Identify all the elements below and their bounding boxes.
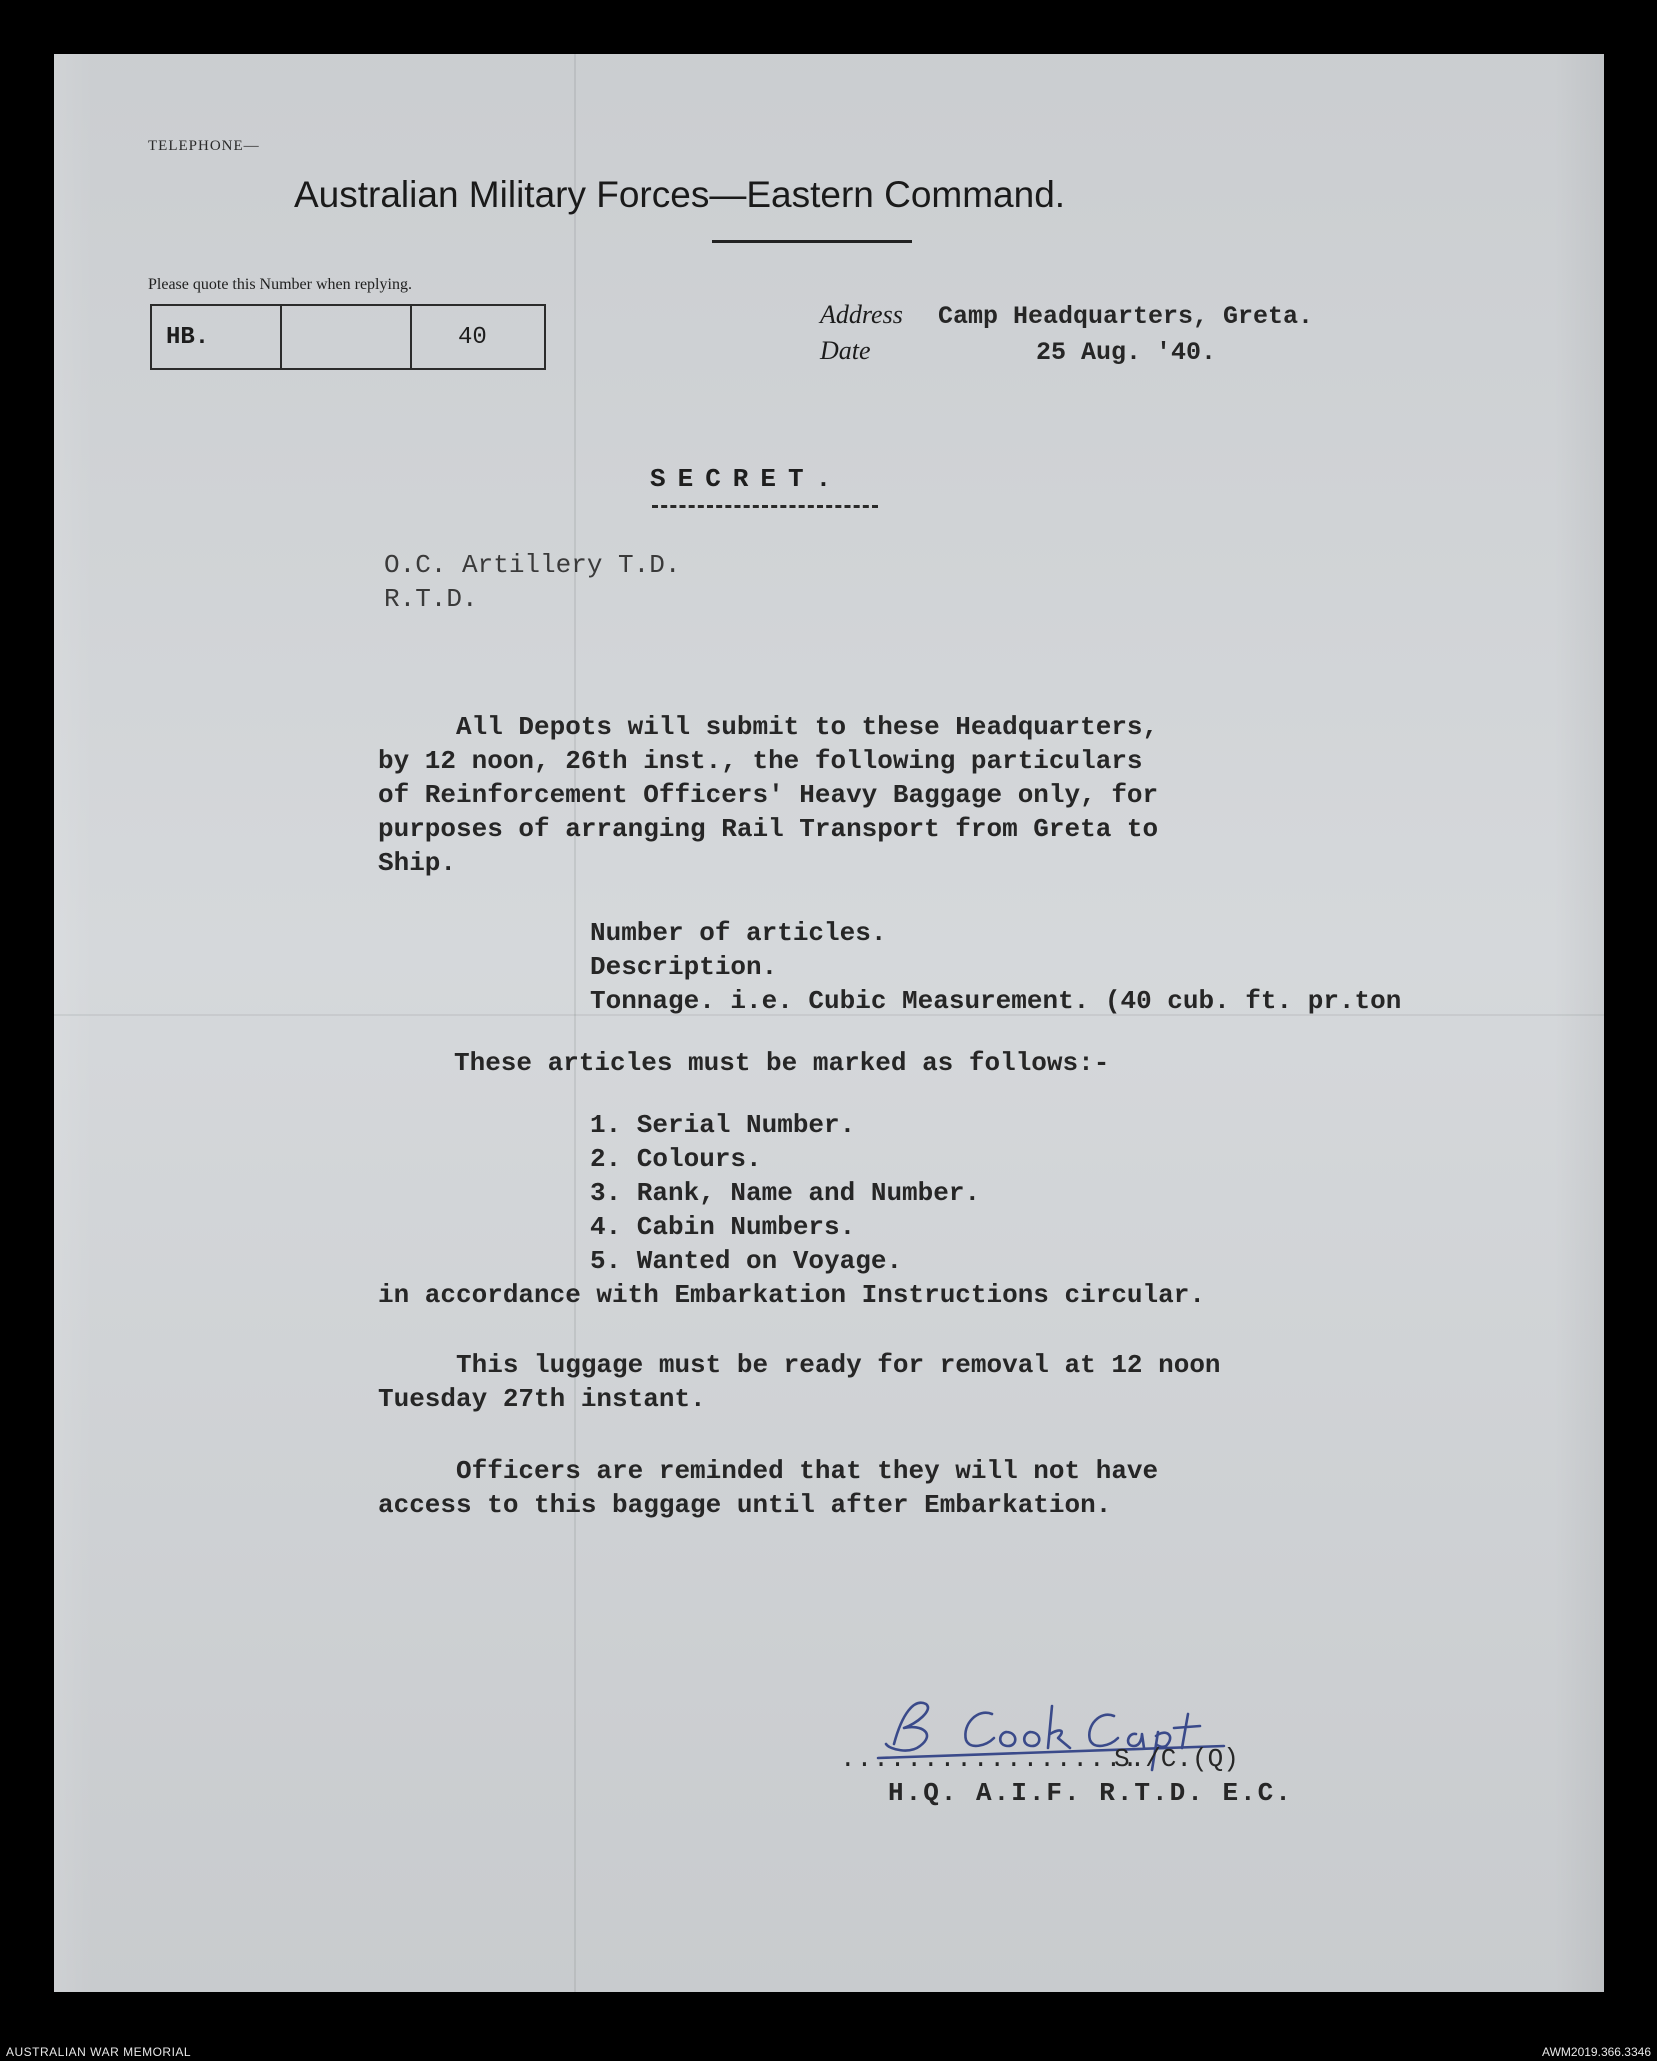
date-label: Date [820, 336, 871, 365]
date-value: 25 Aug. '40. [1036, 338, 1217, 367]
signatory-role: S./C.(Q) [1114, 1744, 1239, 1774]
ref-prefix: HB. [152, 306, 282, 368]
marking-item: 2. Colours. [590, 1144, 762, 1174]
markings-intro: These articles must be marked as follows:- [454, 1048, 1110, 1078]
body-line: Tuesday 27th instant. [378, 1384, 706, 1414]
letterhead-rule [712, 240, 912, 243]
body-line: purposes of arranging Rail Transport from Greta to [378, 814, 1159, 844]
ref-number: 40 [458, 323, 487, 351]
quote-number-label: Please quote this Number when replying. [148, 276, 412, 293]
letterhead-title: Australian Military Forces—Eastern Command. [294, 174, 1066, 215]
document-page [54, 54, 1604, 1992]
archive-accession-number: AWM2019.366.3346 [1542, 2045, 1651, 2059]
body-line: access to this baggage until after Embarkation. [378, 1490, 1112, 1520]
signatory-unit: H.Q. A.I.F. R.T.D. E.C. [888, 1778, 1293, 1808]
body-line: Officers are reminded that they will not have [378, 1456, 1159, 1486]
paper-fold-vertical [574, 54, 576, 1992]
signature-dots: .................. [840, 1744, 1139, 1774]
body-line: This luggage must be ready for removal at 12 noon [378, 1350, 1221, 1380]
body-line: Ship. [378, 848, 457, 878]
particulars-item: Number of articles. [590, 918, 887, 948]
particulars-item: Tonnage. i.e. Cubic Measurement. (40 cub. ft. pr.ton [590, 986, 1402, 1016]
marking-item: 1. Serial Number. [590, 1110, 856, 1140]
body-line: All Depots will submit to these Headquarters, [378, 712, 1159, 742]
marking-item: 4. Cabin Numbers. [590, 1212, 856, 1242]
address-label: Address [820, 300, 903, 329]
particulars-item: Description. [590, 952, 778, 982]
archive-credit: AUSTRALIAN WAR MEMORIAL [6, 2045, 192, 2059]
ref-middle [282, 306, 412, 368]
reference-number-box [150, 304, 546, 370]
body-line: of Reinforcement Officers' Heavy Baggage only, for [378, 780, 1159, 810]
markings-tail: in accordance with Embarkation Instructions circular. [378, 1280, 1205, 1310]
marking-item: 3. Rank, Name and Number. [590, 1178, 981, 1208]
classification-heading: SECRET. [650, 464, 844, 494]
classification-underline [652, 505, 878, 508]
marking-item: 5. Wanted on Voyage. [590, 1246, 903, 1276]
recipient-line: R.T.D. [384, 584, 478, 614]
address-value: Camp Headquarters, Greta. [938, 302, 1314, 331]
body-line: by 12 noon, 26th inst., the following particulars [378, 746, 1143, 776]
recipient-line: O.C. Artillery T.D. [384, 550, 681, 580]
telephone-label: TELEPHONE— [148, 138, 260, 154]
